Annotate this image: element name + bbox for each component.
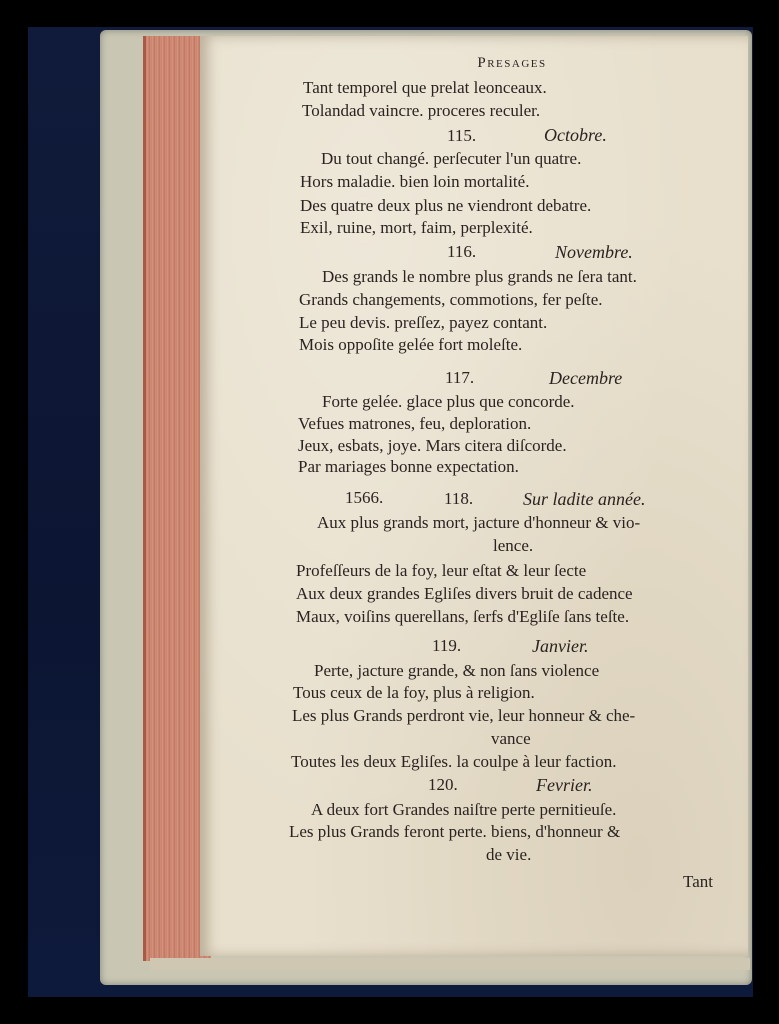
verse-line: Aux plus grands mort, jacture d'honneur & vio- (317, 513, 641, 532)
quatrain-month: Fevrier. (536, 775, 593, 795)
verse-line: Des quatre deux plus ne viendront debatre. (300, 196, 592, 215)
verse-line: Maux, voiſins querellans, ſerfs d'Egliſe ſans teſte. (296, 607, 630, 626)
running-header: Presages (477, 55, 547, 71)
verse-line: Perte, jacture grande, & non ſans violence (314, 661, 600, 680)
quatrain-number: 118. (444, 489, 474, 508)
verse-line: Jeux, esbats, joye. Mars citera diſcorde. (298, 436, 567, 455)
verse-line: Les plus Grands feront perte. biens, d'honneur & (289, 822, 621, 841)
quatrain-month: Octobre. (544, 125, 607, 145)
verse-line: Le peu devis. preſſez, payez contant. (299, 313, 548, 332)
quatrain-number: 115. (447, 126, 477, 145)
verse-line: Par mariages bonne expectation. (298, 457, 519, 476)
verse-line: Les plus Grands perdront vie, leur honneur & che- (292, 706, 636, 725)
verse-line: Forte gelée. glace plus que concorde. (322, 392, 575, 411)
verse-line: Exil, ruine, mort, faim, perplexité. (300, 218, 533, 237)
quatrain-number: 120. (428, 775, 458, 794)
quatrain-month: Sur ladite année. (523, 489, 646, 509)
verse-line: lence. (493, 536, 534, 555)
quatrain-year: 1566. (345, 488, 384, 507)
verse-line: Hors maladie. bien loin mortalité. (300, 172, 530, 191)
verse-line: Aux deux grandes Egliſes divers bruit de cadence (296, 584, 633, 603)
quatrain-month: Janvier. (532, 636, 589, 656)
page-bottom-edge (150, 958, 750, 970)
quatrain-number: 119. (432, 636, 462, 655)
quatrain-number: 117. (445, 368, 475, 387)
quatrain-number: 116. (447, 242, 477, 261)
verse-line: Profeſſeurs de la foy, leur eſtat & leur ſecte (296, 561, 587, 580)
verse-line: Tous ceux de la foy, plus à religion. (293, 683, 535, 702)
catchword: Tant (683, 872, 713, 891)
verse-line: Vefues matrones, feu, deploration. (298, 414, 532, 433)
quatrain-month: Novembre. (555, 242, 633, 262)
verse-line: vance (491, 729, 531, 748)
verse-line: Toutes les deux Egliſes. la coulpe à leur faction. (291, 752, 617, 771)
verse-line: Mois oppoſite gelée fort moleſte. (299, 335, 523, 354)
verse-line: Tant temporel que prelat leonceaux. (303, 78, 547, 97)
verse-line: Des grands le nombre plus grands ne ſera tant. (322, 267, 637, 286)
verse-line: de vie. (486, 845, 532, 864)
verse-line: A deux fort Grandes naiſtre perte pernitieuſe. (311, 800, 617, 819)
quatrain-month: Decembre (549, 368, 623, 388)
verse-line: Grands changements, commotions, fer peſte. (299, 290, 603, 309)
verse-line: Du tout changé. perſecuter l'un quatre. (321, 149, 582, 168)
verse-line: Tolandad vaincre. proceres reculer. (302, 101, 541, 120)
